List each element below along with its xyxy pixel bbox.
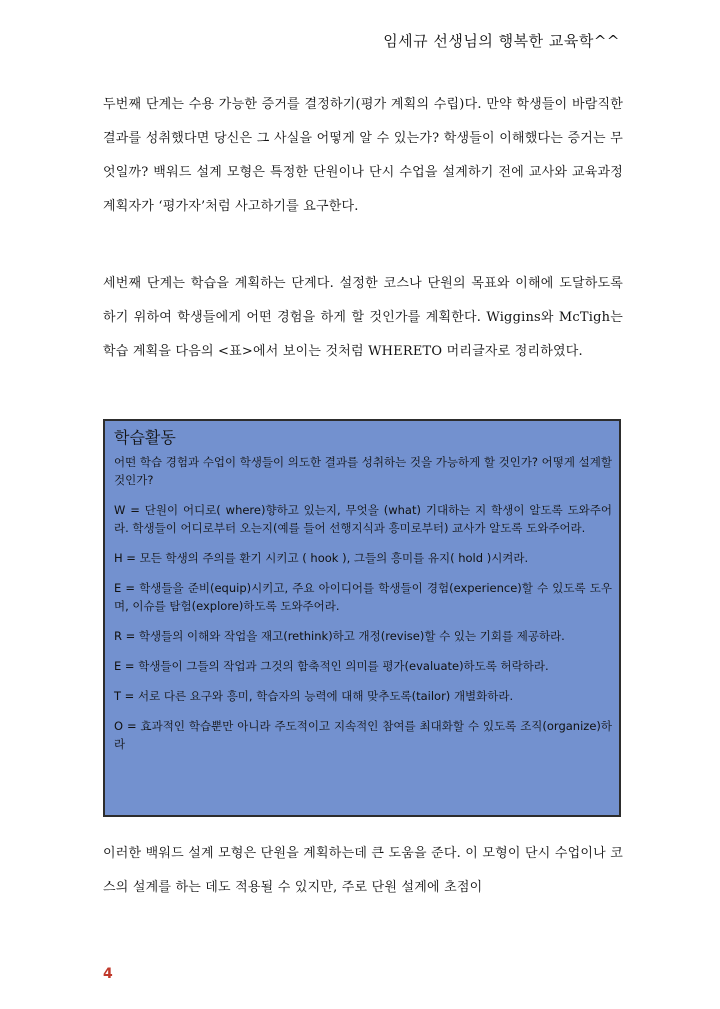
learning-activities-box [103,419,621,817]
box-item-e-equip: E = 학생들을 준비(equip)시키고, 주요 아이디어를 학생들이 경험(experience)할 수 있도록 도우며, 이슈를 탐험(explore)하도록 도와주어라. [114,581,612,613]
paragraph-second-stage: 두번째 단계는 수용 가능한 증거를 결정하기(평가 계획의 수립)다. 만약 학생들이 바람직한 결과를 성취했다면 당신은 그 사실을 어떻게 알 수 있는가? 학생들이 이해했다는 증거는 무엇일까? 백워드 설계 모형은 특정한 단원이나 단시 수업을 설계하기 전에 교사와 교육과정 계획자가 ‘평가자’처럼 사고하기를 요구한다. [103,97,623,214]
box-item-t: T = 서로 다른 요구와 흥미, 학습자의 능력에 대해 맞추도록(tailor) 개별화하라. [114,689,514,703]
box-item-r: R = 학생들의 이해와 작업을 재고(rethink)하고 개정(revise)할 수 있는 기회를 제공하라. [114,629,565,643]
box-title: 학습활동 [114,428,176,447]
box-item-h: H = 모든 학생의 주의를 환기 시키고 ( hook ), 그들의 흥미를 유지( hold )시켜라. [114,551,529,565]
box-intro-question: 어떤 학습 경험과 수업이 학생들이 의도한 결과를 성취하는 것을 가능하게 할 것인가? 어떻게 설계할 것인가? [114,455,612,487]
box-item-o: O = 효과적인 학습뿐만 아니라 주도적이고 지속적인 참여를 최대화할 수 있도록 조직(organize)하라 [114,719,612,751]
paragraph-third-stage: 세번째 단계는 학습을 계획하는 단계다. 설정한 코스나 단원의 목표와 이해에 도달하도록 하기 위하여 학생들에게 어떤 경험을 하게 할 것인가를 계획한다. Wiggins와 McTigh는 학습 계획을 다음의 <표>에서 보이는 것처럼 WHERETO 머리글자로 정리하였다. [103,276,623,359]
running-header: 임세규 선생님의 행복한 교육학^^ [383,32,620,50]
box-item-w: W = 단원이 어디로( where)향하고 있는지, 무엇을 (what) 기대하는 지 학생이 알도록 도와주어라. 학생들이 어디로부터 오는지(예를 들어 선행지식과 흥미로부터) 교사가 알도록 도와주어라. [114,503,612,535]
paragraph-backward-design-summary: 이러한 백워드 설계 모형은 단원을 계획하는데 큰 도움을 준다. 이 모형이 단시 수업이나 코스의 설계를 하는 데도 적용될 수 있지만, 주로 단원 설계에 초점이 [103,846,623,895]
page-number: 4 [103,966,113,982]
box-item-e-evaluate: E = 학생들이 그들의 작업과 그것의 함축적인 의미를 평가(evaluate)하도록 허락하라. [114,659,549,673]
